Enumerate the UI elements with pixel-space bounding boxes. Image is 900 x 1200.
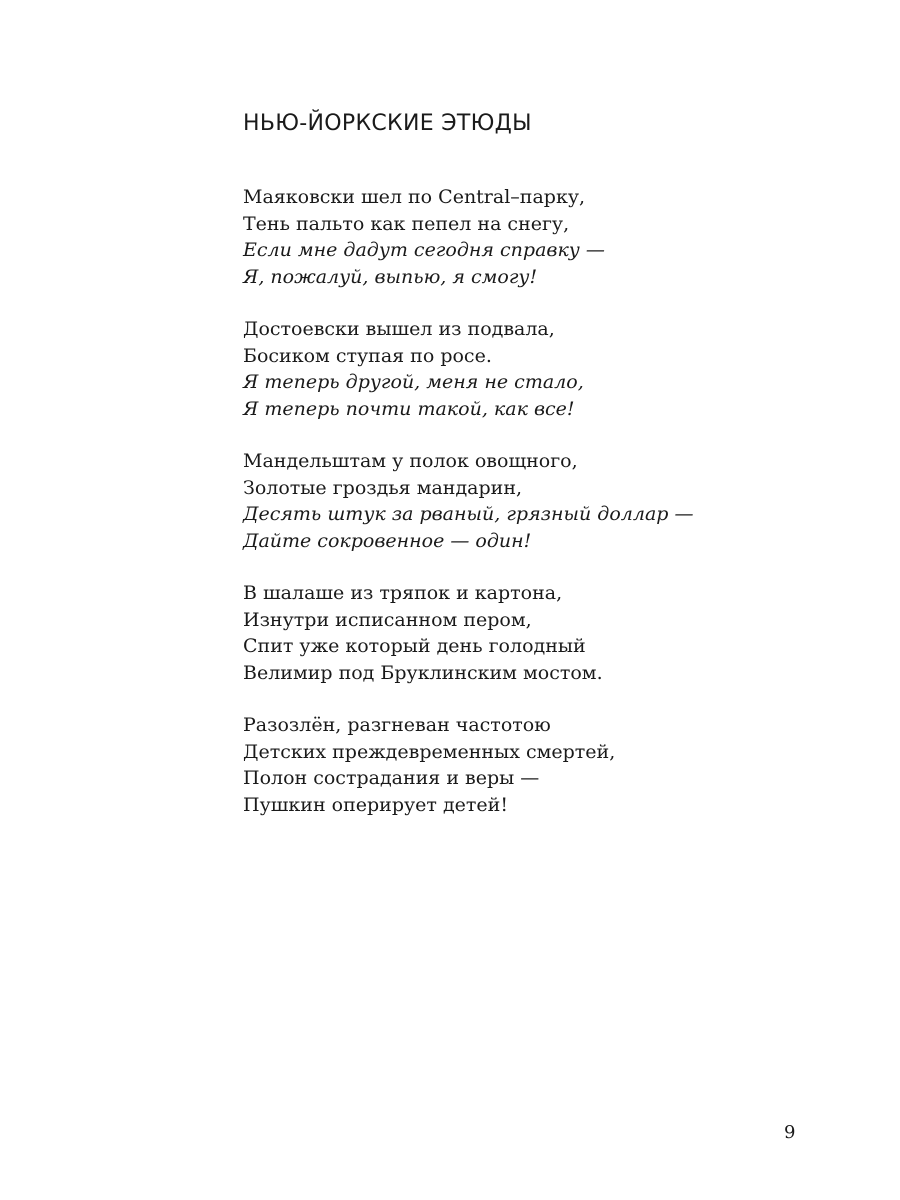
stanza-2 <box>243 316 843 422</box>
poem-line: Спит уже который день голодный <box>243 635 586 657</box>
poem-title: НЬЮ-ЙОРКСКИЕ ЭТЮДЫ <box>243 111 532 136</box>
poem-line-italic: Если мне дадут сегодня справку — <box>243 239 605 261</box>
poem-line: Мандельштам у полок овощного, <box>243 450 578 472</box>
poem-line-italic: Я теперь почти такой, как все! <box>243 397 575 420</box>
poem-line: Велимир под Бруклинским мостом. <box>243 661 603 684</box>
stanza-5 <box>243 712 843 818</box>
poem-line: Полон сострадания и веры — <box>243 767 540 789</box>
stanza-1 <box>243 184 843 290</box>
poem-body <box>243 184 843 844</box>
poem-line-italic: Десять штук за рваный, грязный доллар — <box>243 503 694 525</box>
stanza-3 <box>243 448 843 554</box>
stanza-4 <box>243 580 843 686</box>
poem-line-italic: Я теперь другой, меня не стало, <box>243 371 584 393</box>
poem-line: Достоевски вышел из подвала, <box>243 318 555 340</box>
poem-line: Изнутри исписанном пером, <box>243 608 532 631</box>
poem-line-italic: Дайте сокровенное — один! <box>243 529 532 552</box>
poem-line: Тень пальто как пепел на снегу, <box>243 212 570 235</box>
poem-line: В шалаше из тряпок и картона, <box>243 582 563 604</box>
poem-line: Детских преждевременных смертей, <box>243 740 616 763</box>
poem-line: Разозлён, разгневан частотою <box>243 714 551 736</box>
poem-line: Маяковски шел по Central–парку, <box>243 186 586 208</box>
poem-line: Золотые гроздья мандарин, <box>243 476 523 499</box>
page-number: 9 <box>784 1122 796 1143</box>
poem-line: Пушкин оперирует детей! <box>243 793 508 816</box>
poem-line: Босиком ступая по росе. <box>243 344 492 367</box>
poem-line-italic: Я, пожалуй, выпью, я смогу! <box>243 265 538 288</box>
